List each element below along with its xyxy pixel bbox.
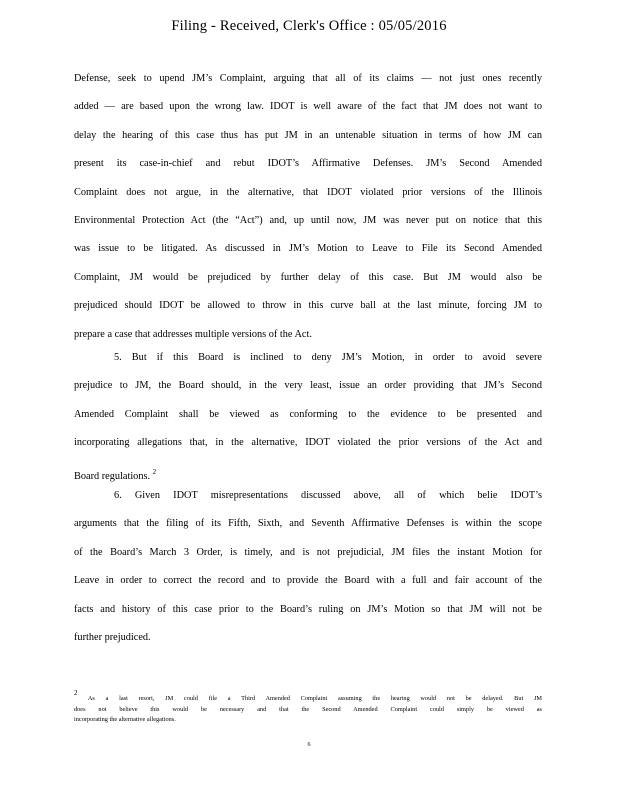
text-line: 5. But if this Board is inclined to deny JM’s Motion, in order to avoid severe <box>114 352 542 363</box>
text-line: Environmental Protection Act (the “Act”) and, up until now, JM was never put on notice that this <box>74 215 542 227</box>
text-line: Complaint does not argue, in the alternative, that IDOT violated prior versions of the Illinois <box>74 186 542 198</box>
page-number: 6 <box>307 742 311 748</box>
text-line: Amended Complaint shall be viewed as conforming to the evidence to be presented and <box>74 408 542 420</box>
text-line: prepare a case that addresses multiple versions of the Act. <box>74 328 312 340</box>
footnote <box>74 688 542 726</box>
paragraph-6 <box>74 482 542 652</box>
text-line: Complaint, JM would be prejudiced by further delay of this case. But JM would also be <box>74 271 542 283</box>
filing-stamp-header: Filing - Received, Clerk's Office : 05/05/2016 <box>171 18 447 34</box>
text-line: prejudiced should IDOT be allowed to throw in this curve ball at the last minute, forcing JM to <box>74 300 542 312</box>
footnote-line: does not believe this would be necessary and that the Second Amended Complaint could simply be viewed as <box>74 705 542 713</box>
text-line: incorporating allegations that, in the alternative, IDOT violated the prior versions of the Act and <box>74 437 542 449</box>
text-line: arguments that the filing of its Fifth, Sixth, and Seventh Affirmative Defenses is within the scope <box>74 518 542 530</box>
footnote-line <box>74 688 542 705</box>
text-line: prejudice to JM, the Board should, in the very least, issue an order providing that JM’s Second <box>74 380 542 392</box>
text-line: delay the hearing of this case thus has put JM in an untenable situation in terms of how JM can <box>74 129 542 141</box>
text-line: was issue to be litigated. As discussed in JM’s Motion to Leave to File its Second Amended <box>74 243 542 255</box>
text-line: added — are based upon the wrong law. IDOT is well aware of the fact that JM does not want to <box>74 101 542 113</box>
text-line: 6. Given IDOT misrepresentations discussed above, all of which belie IDOT’s <box>114 490 542 501</box>
text-fragment: Board regulations. <box>74 470 151 482</box>
paragraph-5 <box>74 344 542 491</box>
text-line: facts and history of this case prior to the Board’s ruling on JM’s Motion so that JM will not be <box>74 603 542 615</box>
footnote-reference: 2 <box>152 467 157 476</box>
footnote-marker: 2 <box>74 689 78 697</box>
text-line: present its case-in-chief and rebut IDOT’s Affirmative Defenses. JM’s Second Amended <box>74 158 542 170</box>
text-line: Leave in order to correct the record and to provide the Board with a full and fair account of the <box>74 575 542 587</box>
text-line: Defense, seek to upend JM’s Complaint, arguing that all of its claims — not just ones recently <box>74 73 542 84</box>
footnote-line: incorporating the alternative allegations. <box>74 716 176 723</box>
paragraph-continued <box>74 65 542 349</box>
text-line: further prejudiced. <box>74 632 151 644</box>
text-fragment: As a last resort, JM could file a Third Amended Complaint assuming the hearing would not be delayed. But JM <box>87 695 543 702</box>
text-line: of the Board’s March 3 Order, is timely, and is not prejudicial, JM files the instant Motion for <box>74 546 542 558</box>
